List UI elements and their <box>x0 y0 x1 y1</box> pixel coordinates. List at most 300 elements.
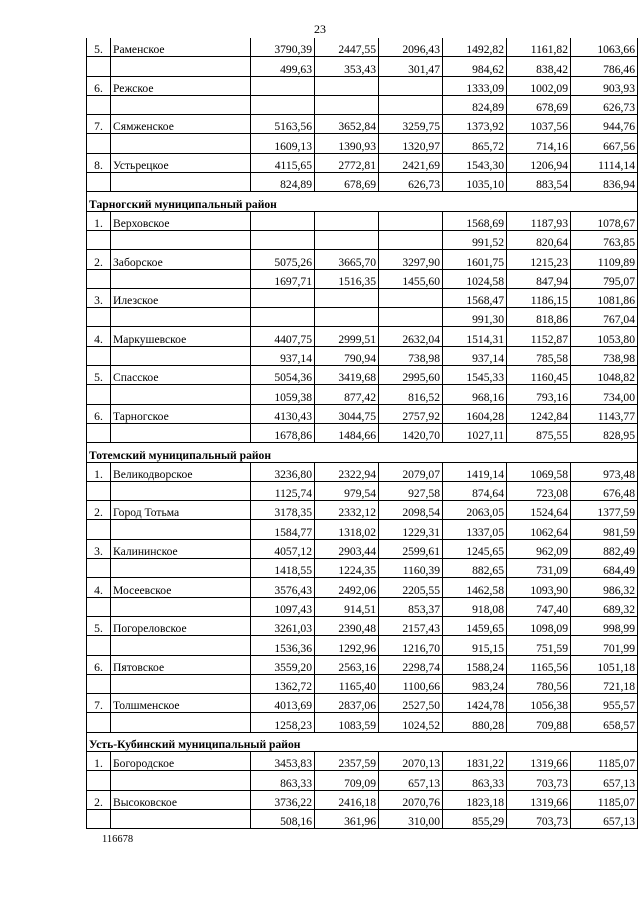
value-cell <box>315 230 379 249</box>
settlement-name-continuation <box>111 269 251 288</box>
value-cell <box>379 288 443 307</box>
value-cell: 1524,64 <box>507 501 571 520</box>
value-cell: 4130,43 <box>251 404 315 423</box>
value-cell: 1462,58 <box>443 578 507 597</box>
value-cell: 626,73 <box>571 95 638 114</box>
value-cell: 816,52 <box>379 385 443 404</box>
value-cell: 499,63 <box>251 57 315 76</box>
value-cell <box>251 95 315 114</box>
value-cell: 2903,44 <box>315 539 379 558</box>
value-cell: 2757,92 <box>379 404 443 423</box>
value-cell <box>251 76 315 95</box>
table-row <box>87 115 638 134</box>
value-cell: 984,62 <box>443 57 507 76</box>
value-cell: 1069,58 <box>507 462 571 481</box>
value-cell: 1484,66 <box>315 423 379 442</box>
table-row <box>87 790 638 809</box>
settlement-name-continuation <box>111 346 251 365</box>
value-cell: 883,54 <box>507 173 571 192</box>
row-number: 3. <box>87 539 111 558</box>
row-number: 6. <box>87 655 111 674</box>
value-cell: 927,58 <box>379 481 443 500</box>
value-cell: 1216,70 <box>379 636 443 655</box>
value-cell: 3665,70 <box>315 250 379 269</box>
value-cell: 855,29 <box>443 809 507 828</box>
value-cell: 3790,39 <box>251 38 315 57</box>
row-number-continuation <box>87 230 111 249</box>
settlement-name: Тарногское <box>111 404 251 423</box>
value-cell: 2322,94 <box>315 462 379 481</box>
value-cell: 1318,02 <box>315 520 379 539</box>
table-row <box>87 76 638 95</box>
row-number: 1. <box>87 211 111 230</box>
value-cell: 4013,69 <box>251 694 315 713</box>
value-cell: 714,16 <box>507 134 571 153</box>
value-cell: 1097,43 <box>251 597 315 616</box>
value-cell: 986,32 <box>571 578 638 597</box>
value-cell: 828,95 <box>571 423 638 442</box>
value-cell: 1083,59 <box>315 713 379 732</box>
value-cell: 508,16 <box>251 809 315 828</box>
district-name: Тотемский муниципальный район <box>87 443 638 462</box>
value-cell: 973,48 <box>571 462 638 481</box>
district-name: Тарногский муниципальный район <box>87 192 638 211</box>
value-cell: 2999,51 <box>315 327 379 346</box>
value-cell: 875,55 <box>507 423 571 442</box>
value-cell: 1424,78 <box>443 694 507 713</box>
value-cell: 1206,94 <box>507 153 571 172</box>
value-cell: 1024,52 <box>379 713 443 732</box>
settlement-name: Режское <box>111 76 251 95</box>
row-number: 5. <box>87 366 111 385</box>
row-number-continuation <box>87 636 111 655</box>
value-cell: 2837,06 <box>315 694 379 713</box>
table-row <box>87 501 638 520</box>
value-cell: 703,73 <box>507 809 571 828</box>
settlement-name-continuation <box>111 481 251 500</box>
value-cell: 1823,18 <box>443 790 507 809</box>
row-number: 1. <box>87 751 111 770</box>
value-cell: 310,00 <box>379 809 443 828</box>
value-cell: 2632,04 <box>379 327 443 346</box>
row-number-continuation <box>87 57 111 76</box>
table-row <box>87 288 638 307</box>
value-cell <box>251 308 315 327</box>
value-cell: 678,69 <box>315 173 379 192</box>
value-cell: 1186,15 <box>507 288 571 307</box>
value-cell: 751,59 <box>507 636 571 655</box>
table-row <box>87 481 638 500</box>
value-cell: 2390,48 <box>315 616 379 635</box>
value-cell: 701,99 <box>571 636 638 655</box>
table-row <box>87 636 638 655</box>
settlement-name: Спасское <box>111 366 251 385</box>
row-number-continuation <box>87 95 111 114</box>
value-cell: 2157,43 <box>379 616 443 635</box>
value-cell: 1059,38 <box>251 385 315 404</box>
value-cell: 658,57 <box>571 713 638 732</box>
table-row <box>87 346 638 365</box>
value-cell: 820,64 <box>507 230 571 249</box>
table-row <box>87 57 638 76</box>
table-row <box>87 674 638 693</box>
table-row <box>87 771 638 790</box>
value-cell: 1543,30 <box>443 153 507 172</box>
row-number: 1. <box>87 462 111 481</box>
value-cell: 2205,55 <box>379 578 443 597</box>
value-cell: 2070,76 <box>379 790 443 809</box>
value-cell: 723,08 <box>507 481 571 500</box>
value-cell: 915,15 <box>443 636 507 655</box>
value-cell: 1224,35 <box>315 559 379 578</box>
value-cell: 2447,55 <box>315 38 379 57</box>
value-cell: 1229,31 <box>379 520 443 539</box>
settlement-name: Погореловское <box>111 616 251 635</box>
table-row <box>87 694 638 713</box>
value-cell: 2357,59 <box>315 751 379 770</box>
value-cell: 1185,07 <box>571 751 638 770</box>
value-cell: 1109,89 <box>571 250 638 269</box>
settlement-name-continuation <box>111 713 251 732</box>
table-row <box>87 230 638 249</box>
value-cell: 676,48 <box>571 481 638 500</box>
value-cell: 1377,59 <box>571 501 638 520</box>
value-cell: 1143,77 <box>571 404 638 423</box>
value-cell: 1187,93 <box>507 211 571 230</box>
value-cell: 3259,75 <box>379 115 443 134</box>
settlement-name: Верховское <box>111 211 251 230</box>
settlement-name: Устьрецкое <box>111 153 251 172</box>
table-row <box>87 327 638 346</box>
row-number: 7. <box>87 115 111 134</box>
value-cell: 998,99 <box>571 616 638 635</box>
value-cell: 1373,92 <box>443 115 507 134</box>
row-number-continuation <box>87 346 111 365</box>
value-cell: 1459,65 <box>443 616 507 635</box>
value-cell: 738,98 <box>379 346 443 365</box>
value-cell: 2527,50 <box>379 694 443 713</box>
value-cell: 1051,18 <box>571 655 638 674</box>
settlement-name-continuation <box>111 636 251 655</box>
value-cell <box>251 211 315 230</box>
value-cell <box>379 95 443 114</box>
value-cell: 790,94 <box>315 346 379 365</box>
table-row <box>87 655 638 674</box>
district-row <box>87 732 638 751</box>
document-code: 116678 <box>102 834 134 845</box>
settlement-name: Заборское <box>111 250 251 269</box>
value-cell: 689,32 <box>571 597 638 616</box>
value-cell: 1100,66 <box>379 674 443 693</box>
settlement-name: Сямженское <box>111 115 251 134</box>
settlement-name: Город Тотьма <box>111 501 251 520</box>
table-row <box>87 134 638 153</box>
value-cell: 981,59 <box>571 520 638 539</box>
settlement-name-continuation <box>111 230 251 249</box>
row-number: 6. <box>87 404 111 423</box>
value-cell <box>315 95 379 114</box>
value-cell: 4057,12 <box>251 539 315 558</box>
settlement-name-continuation <box>111 520 251 539</box>
value-cell <box>315 211 379 230</box>
value-cell: 3576,43 <box>251 578 315 597</box>
value-cell: 865,72 <box>443 134 507 153</box>
district-row <box>87 443 638 462</box>
value-cell: 983,24 <box>443 674 507 693</box>
table-row <box>87 404 638 423</box>
value-cell: 301,47 <box>379 57 443 76</box>
value-cell: 1160,45 <box>507 366 571 385</box>
value-cell: 1093,90 <box>507 578 571 597</box>
value-cell <box>251 230 315 249</box>
table-row <box>87 809 638 828</box>
value-cell: 4115,65 <box>251 153 315 172</box>
value-cell: 2492,06 <box>315 578 379 597</box>
value-cell: 1584,77 <box>251 520 315 539</box>
value-cell: 709,88 <box>507 713 571 732</box>
table-row <box>87 578 638 597</box>
value-cell: 2096,43 <box>379 38 443 57</box>
value-cell: 4407,75 <box>251 327 315 346</box>
row-number-continuation <box>87 385 111 404</box>
row-number: 5. <box>87 616 111 635</box>
value-cell: 2070,13 <box>379 751 443 770</box>
value-cell: 914,51 <box>315 597 379 616</box>
settlement-name: Толшменское <box>111 694 251 713</box>
value-cell: 991,52 <box>443 230 507 249</box>
value-cell: 1390,93 <box>315 134 379 153</box>
table-row <box>87 308 638 327</box>
value-cell: 767,04 <box>571 308 638 327</box>
value-cell <box>315 76 379 95</box>
row-number: 2. <box>87 790 111 809</box>
value-cell: 1160,39 <box>379 559 443 578</box>
value-cell: 1161,82 <box>507 38 571 57</box>
row-number: 2. <box>87 250 111 269</box>
district-name: Усть-Кубинский муниципальный район <box>87 732 638 751</box>
value-cell: 2098,54 <box>379 501 443 520</box>
row-number: 5. <box>87 38 111 57</box>
value-cell: 3652,84 <box>315 115 379 134</box>
value-cell: 667,56 <box>571 134 638 153</box>
row-number: 4. <box>87 578 111 597</box>
value-cell: 1516,35 <box>315 269 379 288</box>
value-cell: 2298,74 <box>379 655 443 674</box>
value-cell: 818,86 <box>507 308 571 327</box>
value-cell: 3261,03 <box>251 616 315 635</box>
value-cell: 1056,38 <box>507 694 571 713</box>
value-cell: 734,00 <box>571 385 638 404</box>
settlement-name-continuation <box>111 423 251 442</box>
value-cell: 1419,14 <box>443 462 507 481</box>
table-row <box>87 539 638 558</box>
value-cell: 1609,13 <box>251 134 315 153</box>
value-cell: 836,94 <box>571 173 638 192</box>
table-row <box>87 250 638 269</box>
value-cell: 2563,16 <box>315 655 379 674</box>
value-cell: 2995,60 <box>379 366 443 385</box>
value-cell: 1604,28 <box>443 404 507 423</box>
value-cell: 5054,36 <box>251 366 315 385</box>
value-cell: 1536,36 <box>251 636 315 655</box>
settlement-name: Мосеевское <box>111 578 251 597</box>
value-cell: 1258,23 <box>251 713 315 732</box>
value-cell: 944,76 <box>571 115 638 134</box>
value-cell: 1337,05 <box>443 520 507 539</box>
row-number: 7. <box>87 694 111 713</box>
value-cell: 1319,66 <box>507 751 571 770</box>
value-cell <box>379 230 443 249</box>
value-cell: 968,16 <box>443 385 507 404</box>
row-number: 2. <box>87 501 111 520</box>
value-cell: 657,13 <box>571 771 638 790</box>
table-row <box>87 462 638 481</box>
table-row <box>87 269 638 288</box>
value-cell: 793,16 <box>507 385 571 404</box>
value-cell: 1492,82 <box>443 38 507 57</box>
value-cell: 1697,71 <box>251 269 315 288</box>
value-cell: 1420,70 <box>379 423 443 442</box>
value-cell: 1062,64 <box>507 520 571 539</box>
value-cell: 1292,96 <box>315 636 379 655</box>
settlement-name: Маркушевское <box>111 327 251 346</box>
value-cell <box>315 308 379 327</box>
row-number-continuation <box>87 134 111 153</box>
settlement-name-continuation <box>111 597 251 616</box>
value-cell: 1165,56 <box>507 655 571 674</box>
value-cell: 780,56 <box>507 674 571 693</box>
value-cell: 1081,86 <box>571 288 638 307</box>
value-cell: 824,89 <box>251 173 315 192</box>
settlement-name-continuation <box>111 173 251 192</box>
value-cell: 1078,67 <box>571 211 638 230</box>
row-number-continuation <box>87 269 111 288</box>
value-cell <box>379 76 443 95</box>
value-cell: 721,18 <box>571 674 638 693</box>
value-cell: 5163,56 <box>251 115 315 134</box>
value-cell: 2063,05 <box>443 501 507 520</box>
table-row <box>87 211 638 230</box>
value-cell: 863,33 <box>251 771 315 790</box>
value-cell: 1114,14 <box>571 153 638 172</box>
row-number-continuation <box>87 520 111 539</box>
settlement-name-continuation <box>111 385 251 404</box>
value-cell: 763,85 <box>571 230 638 249</box>
settlement-name: Раменское <box>111 38 251 57</box>
row-number: 3. <box>87 288 111 307</box>
value-cell: 785,58 <box>507 346 571 365</box>
value-cell: 3044,75 <box>315 404 379 423</box>
value-cell: 1455,60 <box>379 269 443 288</box>
settlement-name: Высоковское <box>111 790 251 809</box>
value-cell <box>379 308 443 327</box>
value-cell: 709,09 <box>315 771 379 790</box>
row-number-continuation <box>87 559 111 578</box>
value-cell: 657,13 <box>571 809 638 828</box>
value-cell: 1568,69 <box>443 211 507 230</box>
value-cell: 786,46 <box>571 57 638 76</box>
value-cell: 1678,86 <box>251 423 315 442</box>
value-cell: 1545,33 <box>443 366 507 385</box>
value-cell: 678,69 <box>507 95 571 114</box>
value-cell: 847,94 <box>507 269 571 288</box>
value-cell: 824,89 <box>443 95 507 114</box>
value-cell: 657,13 <box>379 771 443 790</box>
value-cell: 5075,26 <box>251 250 315 269</box>
value-cell: 853,37 <box>379 597 443 616</box>
settlement-name-continuation <box>111 308 251 327</box>
table-row <box>87 597 638 616</box>
value-cell <box>379 211 443 230</box>
tariff-table <box>86 38 638 829</box>
table-row <box>87 95 638 114</box>
value-cell: 361,96 <box>315 809 379 828</box>
table-row <box>87 713 638 732</box>
value-cell: 3297,90 <box>379 250 443 269</box>
value-cell: 747,40 <box>507 597 571 616</box>
table-row <box>87 616 638 635</box>
value-cell: 1831,22 <box>443 751 507 770</box>
settlement-name-continuation <box>111 771 251 790</box>
value-cell: 1053,80 <box>571 327 638 346</box>
value-cell: 874,64 <box>443 481 507 500</box>
row-number-continuation <box>87 173 111 192</box>
value-cell: 1362,72 <box>251 674 315 693</box>
value-cell: 2421,69 <box>379 153 443 172</box>
value-cell: 1245,65 <box>443 539 507 558</box>
value-cell: 1152,87 <box>507 327 571 346</box>
value-cell: 1063,66 <box>571 38 638 57</box>
value-cell: 1048,82 <box>571 366 638 385</box>
settlement-name: Илезское <box>111 288 251 307</box>
row-number-continuation <box>87 481 111 500</box>
row-number-continuation <box>87 423 111 442</box>
settlement-name: Богородское <box>111 751 251 770</box>
value-cell: 703,73 <box>507 771 571 790</box>
value-cell: 1185,07 <box>571 790 638 809</box>
value-cell: 684,49 <box>571 559 638 578</box>
table-row <box>87 520 638 539</box>
value-cell: 880,28 <box>443 713 507 732</box>
value-cell: 1242,84 <box>507 404 571 423</box>
value-cell: 937,14 <box>251 346 315 365</box>
value-cell: 2772,81 <box>315 153 379 172</box>
row-number-continuation <box>87 771 111 790</box>
value-cell: 1215,23 <box>507 250 571 269</box>
value-cell: 1333,09 <box>443 76 507 95</box>
value-cell: 882,65 <box>443 559 507 578</box>
value-cell: 1601,75 <box>443 250 507 269</box>
value-cell: 1037,56 <box>507 115 571 134</box>
settlement-name-continuation <box>111 559 251 578</box>
settlement-name-continuation <box>111 809 251 828</box>
settlement-name: Пятовское <box>111 655 251 674</box>
row-number: 4. <box>87 327 111 346</box>
value-cell: 1125,74 <box>251 481 315 500</box>
value-cell: 3736,22 <box>251 790 315 809</box>
row-number-continuation <box>87 713 111 732</box>
value-cell: 3559,20 <box>251 655 315 674</box>
settlement-name-continuation <box>111 134 251 153</box>
value-cell: 1002,09 <box>507 76 571 95</box>
value-cell: 838,42 <box>507 57 571 76</box>
value-cell: 877,42 <box>315 385 379 404</box>
value-cell: 738,98 <box>571 346 638 365</box>
value-cell: 2079,07 <box>379 462 443 481</box>
table-row <box>87 38 638 57</box>
value-cell: 979,54 <box>315 481 379 500</box>
value-cell: 882,49 <box>571 539 638 558</box>
